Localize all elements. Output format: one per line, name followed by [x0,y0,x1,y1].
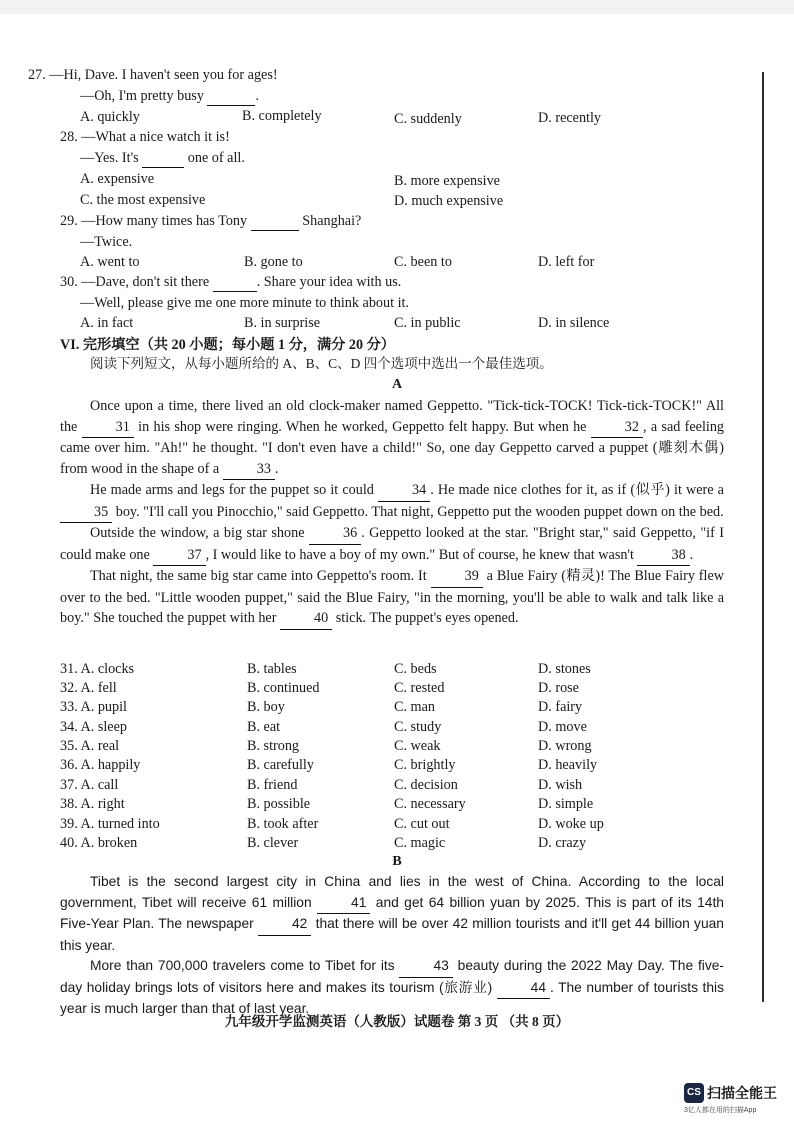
blank-36: 36 [309,523,361,545]
option-34-a: 34. A. sleep [60,719,127,735]
option-39-d: D. woke up [538,816,604,832]
option-40-a: 40. A. broken [60,835,138,851]
passage-b [60,872,724,1020]
blank-44: 44 [497,978,550,1000]
option-36-d: D. heavily [538,757,598,773]
option-35-a: 35. A. real [60,738,120,754]
q30-option-b: B. in surprise [244,315,321,331]
blank-37: 37 [153,545,205,567]
q30-option-d: D. in silence [538,315,610,331]
option-38-b: B. possible [247,796,311,812]
blank-31: 31 [82,417,134,439]
page-footer: 九年级开学监测英语（人教版）试题卷 第 3 页 （共 8 页） [224,1014,570,1029]
option-32-a: 32. A. fell [60,680,117,696]
passage-a-paragraph-4: That night, the same big star came into Geppetto's room. It 39 a Blue Fairy (精灵)! The Blue Fairy flew over to the bed. "Little wooden puppet," said the Blue Fairy, "in the morning, you'll be able to walk and talk like a boy." She touched the puppet with her 40 stick. The puppet's eyes opened. [60,566,724,630]
blank-43: 43 [399,956,452,978]
blank-32: 32 [591,417,643,439]
option-37-c: C. decision [394,777,458,793]
q28-reply: —Yes. It's one of all. [80,150,245,166]
scan-top-band [0,0,794,14]
option-37-d: D. wish [538,777,583,793]
q29-stem: 29. —How many times has Tony Shanghai? [60,213,362,229]
blank-34: 34 [378,480,430,502]
camscanner-logo-icon: CS [684,1083,704,1103]
passage-b-paragraph-2: More than 700,000 travelers come to Tibet for its 43 beauty during the 2022 May Day. The five-day holiday brings lots of visitors here and makes its tourism (旅游业) 44 . The number of tourists this year is much larger than that of last year. [60,958,725,1016]
blank-41: 41 [317,893,370,915]
q30-option-a: A. in fact [80,315,134,331]
option-33-a: 33. A. pupil [60,699,128,715]
option-36-c: C. brightly [394,757,456,773]
section-title: VI. 完形填空（共 20 小题；每小题 1 分，满分 20 分） [60,337,395,353]
passage-b-label: B [392,854,402,869]
option-38-a: 38. A. right [60,796,125,812]
option-35-d: D. wrong [538,738,592,754]
blank-38: 38 [637,545,689,567]
passage-b-paragraph-1: Tibet is the second largest city in China and lies in the west of China. According to the local government, Tibet will receive 61 million 41 and get 64 billion yuan by 2025. This is part of its 14th Five-Year Plan. The newspaper 42 that there will be over 42 million tourists and it'll get 44 billion yuan this year. [60,874,724,953]
option-39-c: C. cut out [394,816,450,832]
q27-option-a: A. quickly [80,109,140,125]
option-31-b: B. tables [247,661,297,677]
q29-option-a: A. went to [80,254,140,270]
option-39-a: 39. A. turned into [60,816,160,832]
watermark-title: 扫描全能王 [707,1085,777,1101]
passage-a-paragraph-1: Once upon a time, there lived an old clock-maker named Geppetto. "Tick-tick-TOCK! Tick-tick-TOCK!" All the 31 in his shop were ringing. When he worked, Geppetto felt happy. But when he 32 , a sad feeling came over him. "Ah!" he thought. "I don't even have a child!" So, one day Geppetto carved a puppet (雕刻木偶) from wood in the shape of a 33 . [60,396,724,480]
option-34-b: B. eat [247,719,281,735]
q27-option-c: C. suddenly [394,111,462,127]
option-33-b: B. boy [247,699,285,715]
blank-35: 35 [60,502,112,524]
option-39-b: B. took after [247,816,319,832]
q29-option-d: D. left for [538,254,595,270]
blank-40: 40 [280,608,332,630]
q29-option-c: C. been to [394,254,452,270]
option-40-b: B. clever [247,835,299,851]
scanner-watermark [684,1083,777,1115]
option-33-c: C. man [394,699,435,715]
section-instruction: 阅读下列短文，从每小题所给的 A、B、C、D 四个选项中选出一个最佳选项。 [90,356,553,371]
option-37-b: B. friend [247,777,298,793]
q28-option-a: A. expensive [80,171,155,187]
q30-reply: —Well, please give me one more minute to think about it. [80,295,410,311]
option-31-c: C. beds [394,661,437,677]
q28-stem: 28. —What a nice watch it is! [60,129,230,145]
passage-a [60,396,724,630]
option-32-d: D. rose [538,680,579,696]
q27-stem: 27. —Hi, Dave. I haven't seen you for ages! [28,67,278,83]
option-32-b: B. continued [247,680,320,696]
q28-option-c: C. the most expensive [80,192,206,208]
option-38-d: D. simple [538,796,594,812]
q27-option-d: D. recently [538,110,602,126]
blank-33: 33 [223,459,275,481]
passage-a-paragraph-3: Outside the window, a big star shone 36 . Geppetto looked at the star. "Bright star," said Geppetto, "if I could make one 37 , I would like to have a boy of my own." But of course, he knew that wasn't 38 . [60,523,724,566]
q30-option-c: C. in public [394,315,461,331]
option-31-a: 31. A. clocks [60,661,135,677]
option-31-d: D. stones [538,661,591,677]
watermark-subtitle: 3亿人都在用的扫描App [684,1107,757,1114]
option-40-d: D. crazy [538,835,587,851]
option-40-c: C. magic [394,835,446,851]
blank-42: 42 [258,914,311,936]
option-34-c: C. study [394,719,442,735]
option-37-a: 37. A. call [60,777,119,793]
option-36-b: B. carefully [247,757,314,773]
q28-option-d: D. much expensive [394,193,504,209]
blank-39: 39 [431,566,483,588]
option-36-a: 36. A. happily [60,757,141,773]
q28-option-b: B. more expensive [394,173,500,189]
q27-option-b: B. completely [242,108,322,124]
passage-a-paragraph-2: He made arms and legs for the puppet so it could 34 . He made nice clothes for it, as if (似乎) it were a 35 boy. "I'll call you Pinocchio," said Geppetto. That night, Geppetto put the wooden puppet down on the bed. [60,480,724,523]
q27-reply: —Oh, I'm pretty busy . [80,88,260,104]
option-32-c: C. rested [394,680,445,696]
option-33-d: D. fairy [538,699,583,715]
q29-reply: —Twice. [80,234,133,250]
option-34-d: D. move [538,719,587,735]
option-38-c: C. necessary [394,796,466,812]
q30-stem: 30. —Dave, don't sit there . Share your idea with us. [60,274,402,290]
q29-option-b: B. gone to [244,254,303,270]
option-35-c: C. weak [394,738,441,754]
passage-a-label: A [391,377,403,392]
option-35-b: B. strong [247,738,300,754]
